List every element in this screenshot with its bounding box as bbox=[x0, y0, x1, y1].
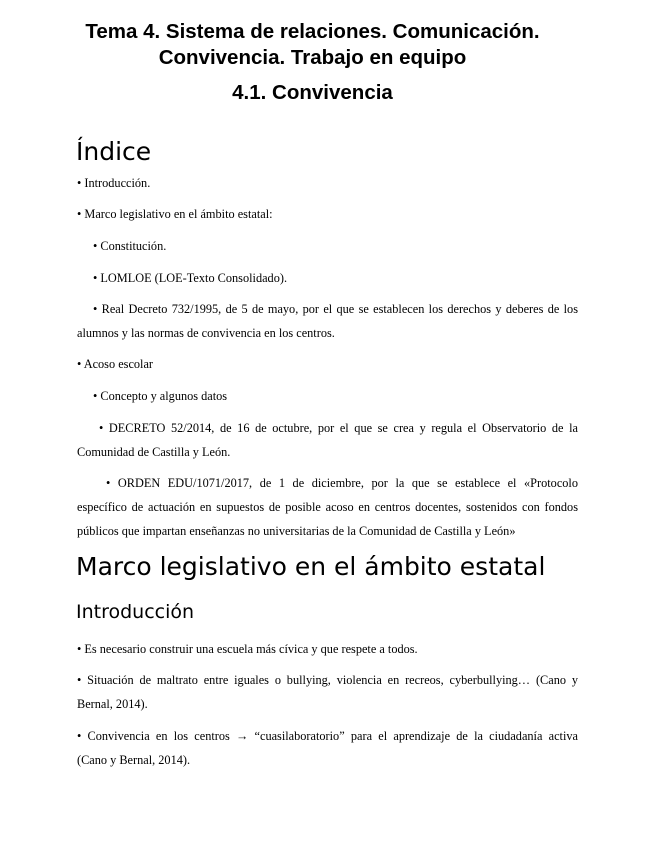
indice-item-marco-legislativo: • Marco legislativo en el ámbito estatal: bbox=[77, 207, 273, 221]
marco-item-maltrato-line-1: • Situación de maltrato entre iguales o bullying, violencia en recreos, cyberbullying… (Cano y bbox=[77, 673, 578, 687]
indice-item-decreto-line-2: Comunidad de Castilla y León. bbox=[77, 445, 231, 459]
document-title-line-2: Convivencia. Trabajo en equipo bbox=[158, 46, 467, 69]
indice-item-real-decreto-line-2: alumnos y las normas de convivencia en los centros. bbox=[77, 326, 335, 340]
marco-item-convivencia-line-2: (Cano y Bernal, 2014). bbox=[77, 753, 191, 767]
marco-item-convivencia-line-1: • Convivencia en los centros → “cuasilaboratorio” para el aprendizaje de la ciudadanía activa bbox=[77, 729, 578, 743]
indice-item-acoso-escolar: • Acoso escolar bbox=[77, 357, 154, 371]
introduccion-subheading: Introducción bbox=[76, 601, 195, 623]
indice-item-orden-line-3: públicos que impartan enseñanzas no universitarias de la Comunidad de Castilla y León» bbox=[77, 524, 516, 538]
indice-item-decreto-line-1: • DECRETO 52/2014, de 16 de octubre, por el que se crea y regula el Observatorio de la bbox=[99, 421, 578, 435]
indice-item-constitucion: • Constitución. bbox=[93, 239, 167, 253]
indice-item-orden-line-2: específico de actuación en supuestos de posible acoso en centros docentes, sostenidos con fondos bbox=[77, 500, 578, 514]
marco-heading: Marco legislativo en el ámbito estatal bbox=[76, 552, 546, 581]
indice-item-real-decreto-line-1: • Real Decreto 732/1995, de 5 de mayo, por el que se establecen los derechos y deberes de los bbox=[93, 302, 578, 316]
indice-item-concepto: • Concepto y algunos datos bbox=[93, 389, 228, 403]
indice-item-lomloe: • LOMLOE (LOE-Texto Consolidado). bbox=[93, 271, 288, 285]
section-subtitle: 4.1. Convivencia bbox=[232, 81, 393, 104]
marco-item-maltrato-line-2: Bernal, 2014). bbox=[77, 697, 148, 711]
document-title-line-1: Tema 4. Sistema de relaciones. Comunicación. bbox=[85, 20, 540, 43]
indice-item-introduccion: • Introducción. bbox=[77, 176, 151, 190]
marco-item-escuela-civica: • Es necesario construir una escuela más cívica y que respete a todos. bbox=[77, 642, 418, 656]
indice-item-orden-line-1: • ORDEN EDU/1071/2017, de 1 de diciembre, por la que se establece el «Protocolo bbox=[106, 476, 578, 490]
indice-heading: Índice bbox=[76, 137, 152, 166]
